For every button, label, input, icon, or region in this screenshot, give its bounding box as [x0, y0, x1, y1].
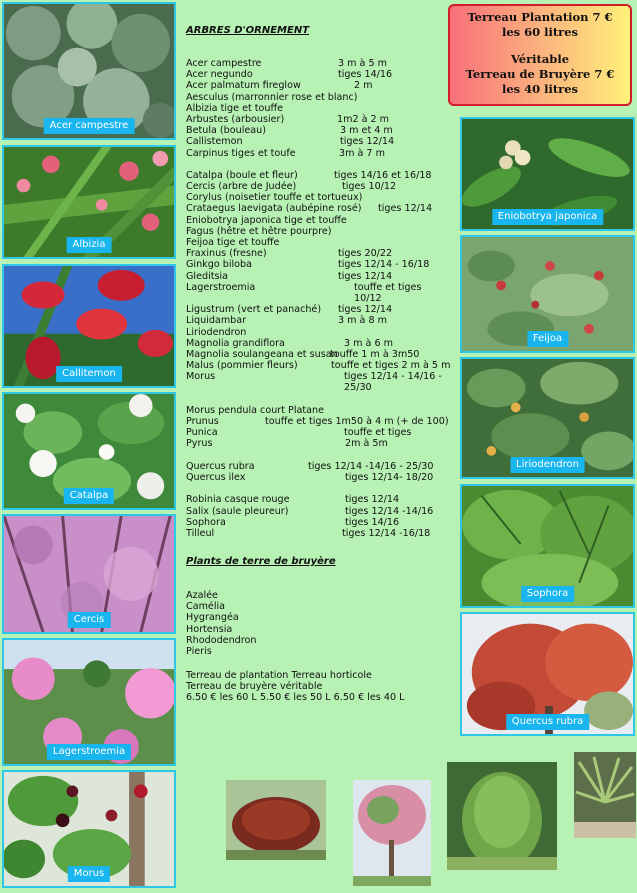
tree-item [186, 69, 393, 81]
tree-name: Acer campestre [186, 58, 262, 69]
tree-size: tiges 12/14 - 14/16 - 25/30 [344, 371, 442, 394]
tree-spacer [186, 159, 362, 170]
photo-albizia [2, 145, 176, 259]
photo-bottom-conifer [447, 762, 557, 870]
tree-item [186, 516, 400, 528]
tree-item [186, 125, 393, 137]
tree-name: Liquidambar [186, 315, 247, 327]
tree-size: tiges 14/16 [345, 516, 400, 528]
photo-bottom-flowering-tree [353, 780, 431, 886]
caption-sophora: Sophora [521, 586, 575, 602]
photo-quercus-rubra [460, 612, 635, 736]
tree-size: tiges 10/12 [342, 181, 397, 193]
photo-lagerstroemia [2, 638, 176, 766]
tree-name: Acer palmatum fireglow [186, 80, 301, 92]
tree-name: Magnolia grandiflora [186, 337, 285, 349]
tree-name: Ginkgo biloba [186, 259, 253, 271]
tree-item [186, 103, 362, 114]
soil-line: Terreau de plantation Terreau horticole [186, 670, 372, 681]
caption-albizia: Albizia [67, 237, 112, 253]
tree-item [186, 215, 362, 226]
photo-callitemon [2, 264, 176, 388]
promo-line-4: Terreau de Bruyère 7 € [465, 67, 615, 81]
tree-item [186, 203, 433, 215]
heath-plant-item: Rhododendron [186, 634, 257, 646]
tree-name: Magnolia soulangeana et susan [186, 348, 338, 360]
tree-item [186, 169, 432, 181]
tree-item [186, 237, 362, 248]
tree-name: Liriodendron [186, 326, 247, 338]
caption-feijoa: Feijoa [527, 331, 568, 347]
tree-name: Malus (pommier fleurs) [186, 360, 298, 372]
tree-item [186, 192, 362, 203]
caption-liriodendron: Liriodendron [510, 457, 585, 473]
tree-item [186, 360, 451, 372]
tree-item [186, 226, 362, 237]
photo-sophora [460, 484, 635, 608]
tree-name: Quercus ilex [186, 471, 246, 483]
tree-item [186, 92, 362, 103]
tree-item [186, 248, 393, 260]
caption-morus: Morus [68, 866, 110, 882]
tree-item [186, 505, 434, 517]
tree-spacer [186, 394, 362, 405]
section-title-heath: Plants de terre de bruyère [186, 556, 336, 567]
flowering-tree-image [353, 780, 431, 886]
tree-item [186, 527, 431, 539]
tree-name: Albizia tige et touffe [186, 102, 284, 114]
tree-name: Arbustes (arbousier) [186, 113, 285, 125]
photo-liriodendron [460, 357, 635, 479]
heath-plant-item: Hortensia [186, 623, 233, 635]
tree-name: Ligustrum (vert et panaché) [186, 304, 322, 316]
tree-size: tiges 20/22 [338, 248, 393, 260]
tree-size: tiges 12/14 - 16/18 [338, 259, 430, 271]
promo-line-2: les 60 litres [501, 25, 579, 39]
tree-name: Morus [186, 371, 216, 383]
tree-size: 1m2 à 2 m [337, 113, 390, 125]
tree-name: Punica [186, 427, 218, 439]
caption-quercus: Quercus rubra [506, 714, 590, 730]
tree-name: Cercis (arbre de Judée) [186, 181, 297, 193]
tree-size: tiges 12/14 -14/16 [345, 505, 434, 517]
tree-name: Feijoa tige et touffe [186, 237, 280, 248]
promo-line-3: Véritable [510, 52, 570, 66]
tree-item [186, 58, 387, 69]
tree-item [186, 304, 393, 316]
tree-item [186, 281, 422, 304]
tree-item [186, 348, 420, 360]
tree-name: Corylus (noisetier touffe et tortueux) [186, 192, 363, 204]
tree-name: Betula (bouleau) [186, 125, 266, 137]
tree-name: Morus pendula court Platane [186, 404, 324, 416]
tree-name: Carpinus tiges et toufe [186, 147, 296, 159]
tree-size: tiges 12/14 [340, 136, 395, 148]
promo-line-5: les 40 litres [501, 82, 579, 96]
red-maple-image [226, 780, 326, 860]
tree-size: 3 m à 5 m [338, 58, 387, 69]
tree-size: touffe et tiges 10/12 [354, 281, 422, 304]
tree-size: 3 m à 6 m [344, 337, 393, 349]
tree-name: Lagerstroemia [186, 281, 256, 293]
tree-name: Fagus (hêtre et hêtre pourpre) [186, 225, 332, 237]
tree-spacer [186, 450, 362, 461]
tree-size: touffe et tiges 1m50 à 4 m (+ de 100) [265, 416, 449, 428]
tree-item [186, 80, 373, 92]
tree-name: Prunus [186, 416, 219, 428]
tree-name: Tilleul [186, 527, 215, 539]
tree-size: tiges 12/14- 18/20 [345, 471, 434, 483]
tree-name: Pyrus [186, 438, 213, 450]
tree-name: Salix (saule pleureur) [186, 505, 289, 517]
tree-name: Quercus rubra [186, 460, 255, 472]
conifer-image [447, 762, 557, 870]
caption-acer: Acer campestre [44, 118, 135, 134]
tree-size: touffe 1 m à 3m50 [330, 348, 420, 360]
section-title-trees: ARBRES D'ORNEMENT [186, 25, 310, 36]
tree-size: 3 m et 4 m [340, 125, 393, 137]
tree-item [186, 136, 395, 148]
tree-item [186, 181, 397, 193]
tree-item [186, 460, 434, 472]
tree-size: tiges 14/16 [338, 69, 393, 81]
tree-item [186, 259, 430, 271]
tree-name: Catalpa (boule et fleur) [186, 169, 298, 181]
tree-name: Fraxinus (fresne) [186, 248, 267, 260]
tree-item [186, 371, 442, 394]
photo-catalpa [2, 392, 176, 510]
tree-name: Aesculus (marronnier rose et blanc) [186, 91, 358, 103]
tree-size: 2m à 5m [345, 438, 388, 450]
promo-box [448, 4, 632, 106]
photo-bottom-palm [574, 752, 636, 838]
tree-name: Robinia casque rouge [186, 494, 290, 506]
photo-bottom-maple [226, 780, 326, 860]
photo-eniobotrya [460, 117, 635, 231]
tree-size: tiges 12/14 -16/18 [342, 527, 431, 539]
heath-plant-list [186, 590, 256, 657]
heath-plant-item: Pieris [186, 646, 212, 658]
soil-price-list [186, 670, 404, 704]
tree-spacer [186, 483, 362, 494]
heath-plant-item: Azalée [186, 590, 218, 601]
tree-name: Gleditsia [186, 270, 229, 282]
caption-lagerstroemia: Lagerstroemia [47, 744, 131, 760]
tree-item [186, 337, 393, 349]
promo-line-1: Terreau Plantation 7 € [467, 10, 613, 24]
tree-item [186, 494, 400, 506]
photo-morus [2, 770, 176, 888]
soil-line: Terreau de bruyère véritable [186, 681, 323, 693]
palm-image [574, 752, 636, 838]
tree-item [186, 416, 449, 428]
photo-acer-campestre [2, 2, 176, 140]
tree-item [186, 427, 412, 439]
heath-plant-item: Hygrangéa [186, 612, 239, 624]
caption-eniobotrya: Eniobotrya japonica [492, 209, 603, 225]
tree-item [186, 147, 385, 159]
tree-size: 3 m à 8 m [338, 315, 387, 327]
tree-size: tiges 12/14 [338, 304, 393, 316]
tree-size: 2 m [354, 80, 373, 92]
tree-item [186, 113, 390, 125]
tree-item [186, 471, 434, 483]
tree-item [186, 270, 393, 282]
tree-name: Eniobotrya japonica tige et touffe [186, 214, 347, 226]
tree-item [186, 327, 362, 338]
tree-size: touffe et tiges [344, 427, 412, 439]
tree-size: tiges 12/14 [338, 270, 393, 282]
photo-cercis [2, 514, 176, 634]
tree-size: tiges 12/14 [345, 494, 400, 506]
tree-size: tiges 12/14 -14/16 - 25/30 [308, 460, 434, 472]
tree-name: Acer negundo [186, 69, 253, 81]
tree-item [186, 438, 388, 450]
tree-name: Crataegus laevigata (aubépine rosé) [186, 203, 362, 215]
tree-item [186, 315, 387, 327]
caption-cercis: Cercis [68, 612, 111, 628]
tree-list [186, 58, 451, 539]
tree-name: Callistemon [186, 136, 243, 148]
caption-callitemon: Callitemon [56, 366, 122, 382]
soil-line: 6.50 € les 60 L 5.50 € les 50 L 6.50 € les 40 L [186, 692, 405, 704]
tree-size: tiges 12/14 [378, 203, 433, 215]
tree-size: touffe et tiges 2 m à 5 m [331, 360, 451, 372]
tree-name: Sophora [186, 516, 226, 528]
heath-plant-item: Camélia [186, 601, 226, 613]
tree-size: tiges 14/16 et 16/18 [334, 169, 432, 181]
tree-item [186, 405, 362, 416]
tree-size: 3m à 7 m [339, 147, 385, 159]
photo-feijoa [460, 235, 635, 353]
caption-catalpa: Catalpa [64, 488, 114, 504]
